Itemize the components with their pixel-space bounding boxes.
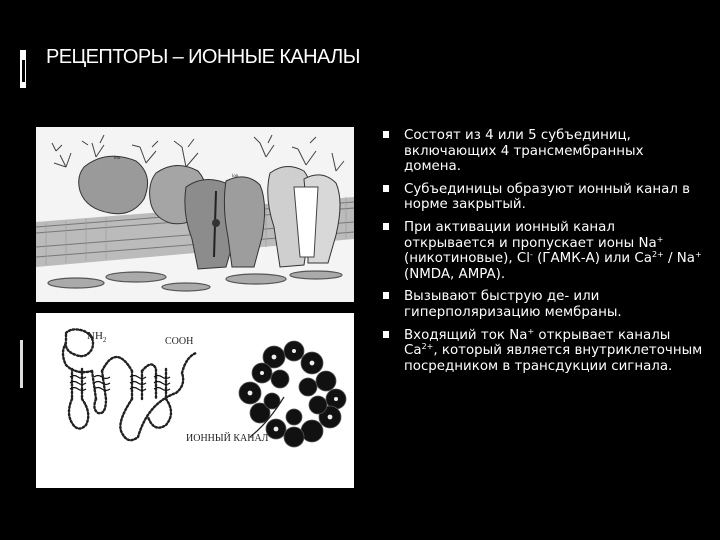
- bullet-superscript: +: [695, 250, 702, 260]
- channel-label: ИОННЫЙ КАНАЛ: [186, 433, 269, 444]
- bullet-item: [383, 220, 703, 282]
- bullet-text: открывает каналы Ca: [404, 327, 671, 359]
- bullet-text: Субъединицы образуют ионный канал в норме закрытый.: [404, 181, 691, 213]
- bullet-text: Состоят из 4 или 5 субъединиц, включающих 4 трансмембранных домена.: [404, 128, 644, 175]
- nh2-label: $NH_2$: [87, 330, 107, 344]
- receptor-membrane-figure: [36, 127, 354, 302]
- decor-bar-left: [20, 340, 23, 388]
- bullet-superscript: 2+: [421, 342, 434, 352]
- bullet-marker-icon: [383, 223, 389, 230]
- bullet-marker-icon: [383, 131, 389, 138]
- bullet-text: Входящий ток Na: [404, 327, 528, 343]
- bullet-text: Вызывают быструю де- или гиперполяризацию мембраны.: [404, 289, 622, 320]
- channel-ring: [239, 341, 346, 447]
- tiny-label-2: ion: [232, 174, 239, 179]
- cytoplasmic-filaments: [48, 271, 342, 291]
- bullet-marker-icon: [383, 185, 389, 192]
- bullet-text: (никотиновые), Cl: [404, 251, 530, 267]
- decor-bar-title-2: [22, 60, 25, 82]
- bullet-text: , который является внутриклеточным посредником в трансдукции сигнала.: [404, 343, 703, 374]
- bullet-superscript: -: [529, 250, 533, 260]
- bullet-superscript: 2+: [651, 250, 664, 260]
- cooh-label: COOH: [165, 336, 194, 347]
- channel-topology-figure: [36, 313, 354, 488]
- bullet-text: / Na: [663, 251, 695, 267]
- tiny-label-1: ion: [114, 156, 121, 161]
- bullet-text: (ГАМК-А) или Ca: [532, 251, 652, 267]
- slide-title: РЕЦЕПТОРЫ – ИОННЫЕ КАНАЛЫ: [46, 46, 360, 68]
- bullet-text: При активации ионный канал открывается и пропускает ионы Na: [404, 219, 657, 251]
- bullet-superscript: +: [656, 234, 664, 244]
- bullet-marker-icon: [383, 292, 389, 299]
- bullet-item: [383, 328, 703, 375]
- bullet-text: (NMDA, AMPA).: [404, 266, 506, 282]
- bullet-item: [383, 289, 703, 320]
- bullet-list: [383, 128, 703, 381]
- bullet-marker-icon: [383, 331, 389, 338]
- bullet-item: [383, 128, 703, 175]
- bullet-superscript: +: [527, 326, 535, 336]
- bullet-item: [383, 182, 703, 213]
